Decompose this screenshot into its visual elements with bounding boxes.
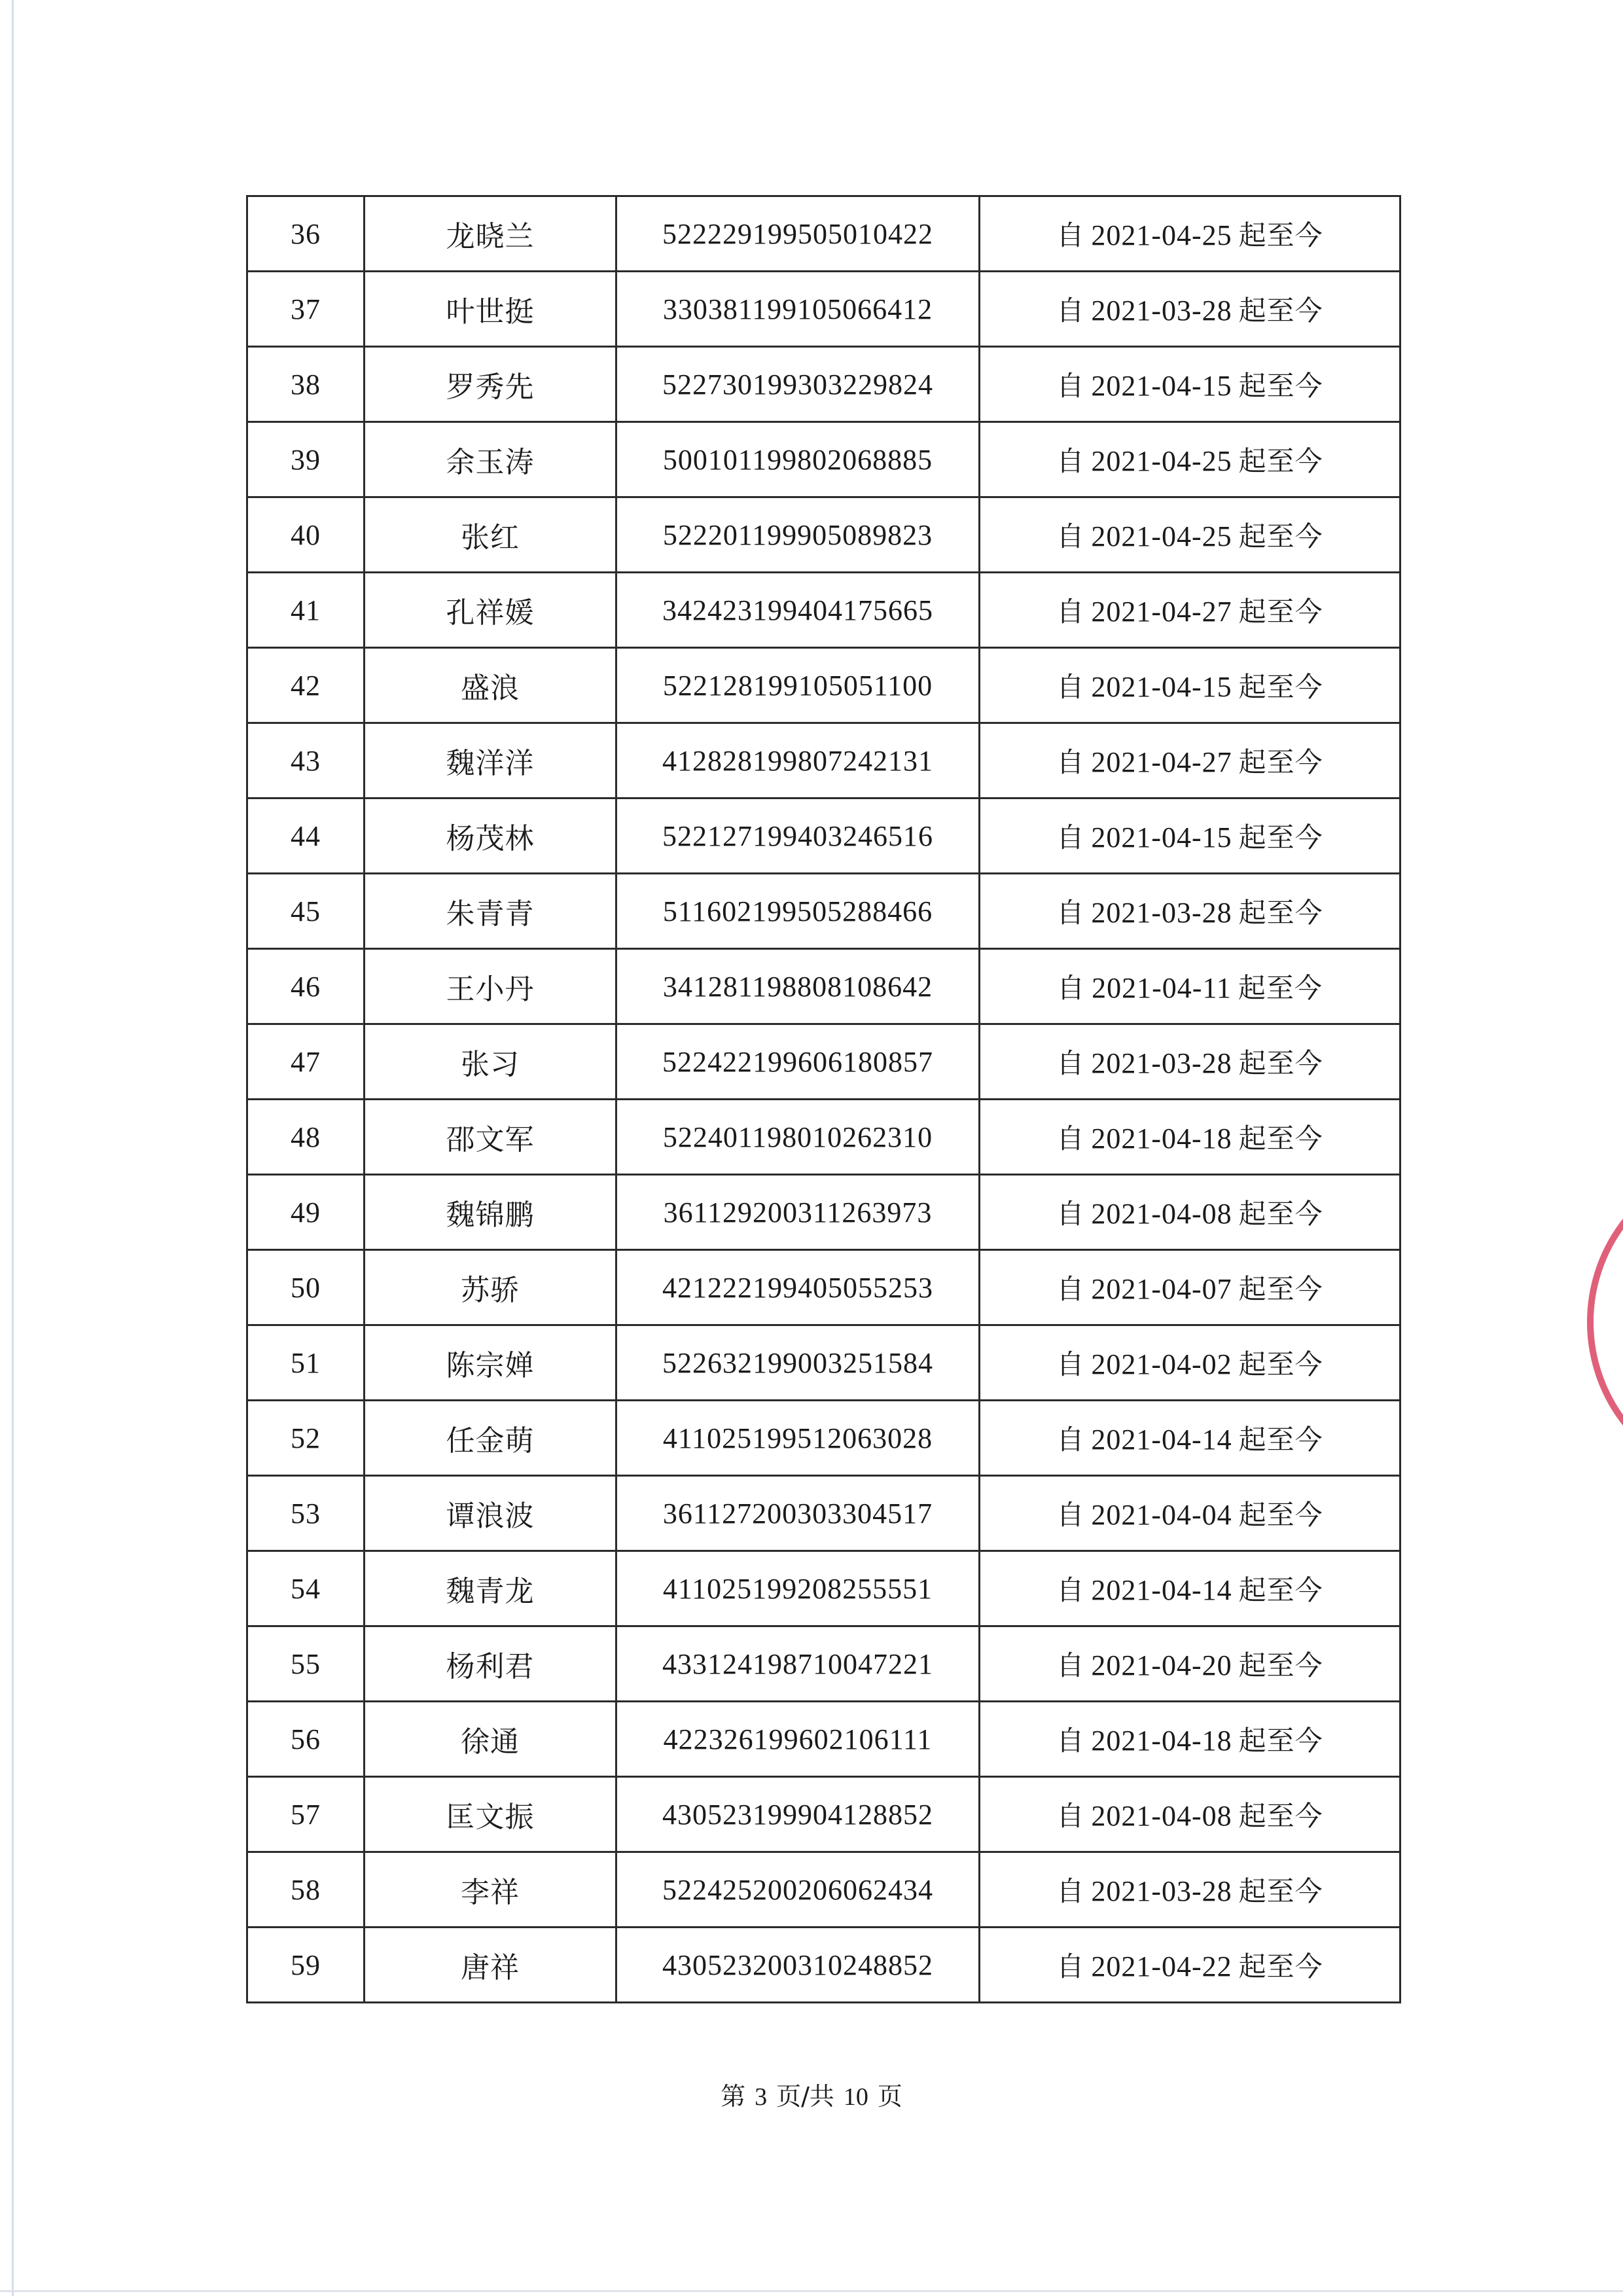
period-suffix: 起至今 — [1238, 1574, 1323, 1606]
period-cell — [980, 196, 1400, 272]
period-cell — [980, 1325, 1400, 1401]
person-name: 苏骄 — [365, 1250, 616, 1325]
row-number: 49 — [247, 1175, 365, 1250]
period-prefix: 自 — [1056, 1725, 1085, 1757]
period-cell — [980, 422, 1400, 497]
period-start-date: 2021-03-28 — [1091, 1875, 1232, 1907]
period-cell — [980, 874, 1400, 949]
person-name: 邵文军 — [365, 1100, 616, 1175]
period-cell — [980, 1024, 1400, 1100]
footer-prefix: 第 — [721, 2082, 746, 2111]
period-suffix: 起至今 — [1238, 821, 1323, 853]
period-start-date: 2021-04-02 — [1091, 1348, 1232, 1380]
row-number: 43 — [247, 723, 365, 798]
person-name: 陈宗婵 — [365, 1325, 616, 1401]
person-name: 匡文振 — [365, 1777, 616, 1852]
table-row — [247, 497, 1400, 573]
table-row — [247, 1626, 1400, 1702]
id-number: 430523199904128852 — [616, 1777, 980, 1852]
period-cell — [980, 1777, 1400, 1852]
person-name: 魏洋洋 — [365, 723, 616, 798]
page-edge-bottom — [0, 2290, 1623, 2292]
id-number: 330381199105066412 — [616, 272, 980, 347]
period-start-date: 2021-04-18 — [1091, 1725, 1232, 1757]
id-number: 522730199303229824 — [616, 347, 980, 422]
period-cell — [980, 347, 1400, 422]
period-suffix: 起至今 — [1238, 1348, 1323, 1380]
table-row — [247, 1702, 1400, 1777]
row-number: 39 — [247, 422, 365, 497]
period-suffix: 起至今 — [1238, 520, 1323, 552]
id-number: 522632199003251584 — [616, 1325, 980, 1401]
period-start-date: 2021-04-07 — [1091, 1273, 1232, 1305]
row-number: 41 — [247, 573, 365, 648]
id-number: 511602199505288466 — [616, 874, 980, 949]
period-suffix: 起至今 — [1238, 1950, 1323, 1982]
roster-table — [246, 195, 1401, 2003]
row-number: 55 — [247, 1626, 365, 1702]
period-prefix: 自 — [1056, 1499, 1085, 1531]
table-row — [247, 272, 1400, 347]
period-cell — [980, 949, 1400, 1024]
period-start-date: 2021-04-18 — [1091, 1122, 1232, 1155]
period-suffix: 起至今 — [1238, 295, 1323, 327]
table-row — [247, 949, 1400, 1024]
table-row — [247, 1401, 1400, 1476]
person-name: 朱青青 — [365, 874, 616, 949]
period-suffix: 起至今 — [1238, 1424, 1323, 1456]
period-cell — [980, 1551, 1400, 1626]
table-row — [247, 648, 1400, 723]
period-suffix: 起至今 — [1238, 370, 1323, 402]
person-name: 唐祥 — [365, 1928, 616, 2003]
person-name: 杨利君 — [365, 1626, 616, 1702]
period-start-date: 2021-04-22 — [1091, 1950, 1232, 1982]
row-number: 59 — [247, 1928, 365, 2003]
person-name: 魏锦鹏 — [365, 1175, 616, 1250]
period-suffix: 起至今 — [1238, 1047, 1323, 1079]
period-suffix: 起至今 — [1238, 671, 1323, 703]
period-prefix: 自 — [1056, 596, 1085, 628]
person-name: 余玉涛 — [365, 422, 616, 497]
period-cell — [980, 497, 1400, 573]
table-row — [247, 1476, 1400, 1551]
person-name: 谭浪波 — [365, 1476, 616, 1551]
period-start-date: 2021-04-11 — [1092, 972, 1232, 1004]
period-suffix: 起至今 — [1238, 1725, 1323, 1757]
period-cell — [980, 1476, 1400, 1551]
period-cell — [980, 1626, 1400, 1702]
row-number: 38 — [247, 347, 365, 422]
row-number: 46 — [247, 949, 365, 1024]
person-name: 张红 — [365, 497, 616, 573]
period-cell — [980, 648, 1400, 723]
period-prefix: 自 — [1056, 1800, 1085, 1832]
period-prefix: 自 — [1056, 1273, 1085, 1305]
period-start-date: 2021-03-28 — [1091, 897, 1232, 929]
table-row — [247, 723, 1400, 798]
row-number: 48 — [247, 1100, 365, 1175]
person-name: 任金萌 — [365, 1401, 616, 1476]
person-name: 徐通 — [365, 1702, 616, 1777]
id-number: 421222199405055253 — [616, 1250, 980, 1325]
period-suffix: 起至今 — [1238, 1800, 1323, 1832]
id-number: 500101199802068885 — [616, 422, 980, 497]
id-number: 430523200310248852 — [616, 1928, 980, 2003]
period-start-date: 2021-04-25 — [1091, 219, 1232, 251]
row-number: 47 — [247, 1024, 365, 1100]
period-start-date: 2021-04-25 — [1091, 445, 1232, 477]
table-row — [247, 1852, 1400, 1928]
period-suffix: 起至今 — [1238, 1499, 1323, 1531]
period-suffix: 起至今 — [1238, 1649, 1323, 1681]
period-cell — [980, 1401, 1400, 1476]
period-cell — [980, 1852, 1400, 1928]
id-number: 342423199404175665 — [616, 573, 980, 648]
row-number: 58 — [247, 1852, 365, 1928]
period-cell — [980, 573, 1400, 648]
period-start-date: 2021-04-20 — [1091, 1649, 1232, 1681]
table-row — [247, 1100, 1400, 1175]
row-number: 44 — [247, 798, 365, 874]
period-prefix: 自 — [1056, 1122, 1085, 1155]
table-row — [247, 1325, 1400, 1401]
period-suffix: 起至今 — [1238, 219, 1323, 251]
period-prefix: 自 — [1056, 295, 1085, 327]
period-start-date: 2021-04-08 — [1091, 1198, 1232, 1230]
table-row — [247, 1024, 1400, 1100]
period-prefix: 自 — [1056, 1424, 1085, 1456]
footer-page-number: 3 — [755, 2083, 768, 2111]
row-number: 50 — [247, 1250, 365, 1325]
period-prefix: 自 — [1056, 520, 1085, 552]
period-start-date: 2021-04-15 — [1091, 671, 1232, 703]
person-name: 盛浪 — [365, 648, 616, 723]
row-number: 37 — [247, 272, 365, 347]
id-number: 522425200206062434 — [616, 1852, 980, 1928]
id-number: 411025199208255551 — [616, 1551, 980, 1626]
roster-table-wrapper — [246, 195, 1391, 2003]
row-number: 51 — [247, 1325, 365, 1401]
period-cell — [980, 1702, 1400, 1777]
period-prefix: 自 — [1056, 445, 1085, 477]
table-row — [247, 347, 1400, 422]
period-start-date: 2021-04-27 — [1091, 746, 1232, 778]
period-start-date: 2021-04-15 — [1091, 821, 1232, 853]
period-suffix: 起至今 — [1238, 972, 1323, 1004]
period-cell — [980, 272, 1400, 347]
table-row — [247, 196, 1400, 272]
row-number: 57 — [247, 1777, 365, 1852]
period-cell — [980, 1928, 1400, 2003]
period-prefix: 自 — [1056, 1047, 1085, 1079]
table-row — [247, 573, 1400, 648]
row-number: 40 — [247, 497, 365, 573]
id-number: 522401198010262310 — [616, 1100, 980, 1175]
id-number: 422326199602106111 — [616, 1702, 980, 1777]
table-row — [247, 1175, 1400, 1250]
period-prefix: 自 — [1056, 821, 1085, 853]
period-prefix: 自 — [1056, 897, 1085, 929]
id-number: 411025199512063028 — [616, 1401, 980, 1476]
id-number: 522201199905089823 — [616, 497, 980, 573]
period-suffix: 起至今 — [1238, 1273, 1323, 1305]
red-seal-stamp-partial — [1577, 1152, 1623, 1492]
table-row — [247, 422, 1400, 497]
table-row — [247, 874, 1400, 949]
person-name: 孔祥媛 — [365, 573, 616, 648]
table-row — [247, 1777, 1400, 1852]
period-prefix: 自 — [1056, 370, 1085, 402]
id-number: 412828199807242131 — [616, 723, 980, 798]
table-row — [247, 798, 1400, 874]
period-suffix: 起至今 — [1238, 596, 1323, 628]
person-name: 张习 — [365, 1024, 616, 1100]
person-name: 李祥 — [365, 1852, 616, 1928]
period-start-date: 2021-04-14 — [1091, 1424, 1232, 1456]
period-suffix: 起至今 — [1238, 1122, 1323, 1155]
row-number: 56 — [247, 1702, 365, 1777]
period-start-date: 2021-04-25 — [1091, 520, 1232, 552]
period-start-date: 2021-04-14 — [1091, 1574, 1232, 1606]
person-name: 魏青龙 — [365, 1551, 616, 1626]
id-number: 522422199606180857 — [616, 1024, 980, 1100]
footer-suffix: 页 — [877, 2082, 902, 2111]
person-name: 龙晓兰 — [365, 196, 616, 272]
row-number: 36 — [247, 196, 365, 272]
row-number: 42 — [247, 648, 365, 723]
period-suffix: 起至今 — [1238, 897, 1323, 929]
id-number: 433124198710047221 — [616, 1626, 980, 1702]
period-cell — [980, 1250, 1400, 1325]
period-suffix: 起至今 — [1238, 1875, 1323, 1907]
period-start-date: 2021-04-04 — [1091, 1499, 1232, 1531]
period-suffix: 起至今 — [1238, 1198, 1323, 1230]
period-prefix: 自 — [1056, 1348, 1085, 1380]
period-cell — [980, 1100, 1400, 1175]
period-cell — [980, 1175, 1400, 1250]
person-name: 罗秀先 — [365, 347, 616, 422]
period-start-date: 2021-03-28 — [1091, 1047, 1232, 1079]
roster-table-body — [247, 196, 1400, 2003]
period-suffix: 起至今 — [1238, 746, 1323, 778]
period-start-date: 2021-04-08 — [1091, 1800, 1232, 1832]
period-prefix: 自 — [1056, 671, 1085, 703]
id-number: 522127199403246516 — [616, 798, 980, 874]
page-edge-left — [12, 0, 14, 2296]
period-prefix: 自 — [1057, 972, 1086, 1004]
person-name: 杨茂林 — [365, 798, 616, 874]
id-number: 361129200311263973 — [616, 1175, 980, 1250]
row-number: 45 — [247, 874, 365, 949]
id-number: 341281198808108642 — [616, 949, 980, 1024]
period-suffix: 起至今 — [1238, 445, 1323, 477]
id-number: 522229199505010422 — [616, 196, 980, 272]
period-start-date: 2021-04-27 — [1091, 596, 1232, 628]
row-number: 54 — [247, 1551, 365, 1626]
person-name: 王小丹 — [365, 949, 616, 1024]
period-start-date: 2021-04-15 — [1091, 370, 1232, 402]
footer-middle: 页/共 — [776, 2082, 834, 2111]
period-cell — [980, 798, 1400, 874]
period-prefix: 自 — [1056, 746, 1085, 778]
period-prefix: 自 — [1056, 1198, 1085, 1230]
page-footer — [0, 2076, 1623, 2112]
period-prefix: 自 — [1056, 1950, 1085, 1982]
table-row — [247, 1551, 1400, 1626]
period-cell — [980, 723, 1400, 798]
period-prefix: 自 — [1056, 1875, 1085, 1907]
table-row — [247, 1928, 1400, 2003]
row-number: 52 — [247, 1401, 365, 1476]
period-prefix: 自 — [1056, 1649, 1085, 1681]
footer-total-pages: 10 — [843, 2083, 868, 2111]
id-number: 522128199105051100 — [616, 648, 980, 723]
id-number: 361127200303304517 — [616, 1476, 980, 1551]
period-prefix: 自 — [1056, 219, 1085, 251]
table-row — [247, 1250, 1400, 1325]
row-number: 53 — [247, 1476, 365, 1551]
period-prefix: 自 — [1056, 1574, 1085, 1606]
person-name: 叶世挺 — [365, 272, 616, 347]
period-start-date: 2021-03-28 — [1091, 295, 1232, 327]
